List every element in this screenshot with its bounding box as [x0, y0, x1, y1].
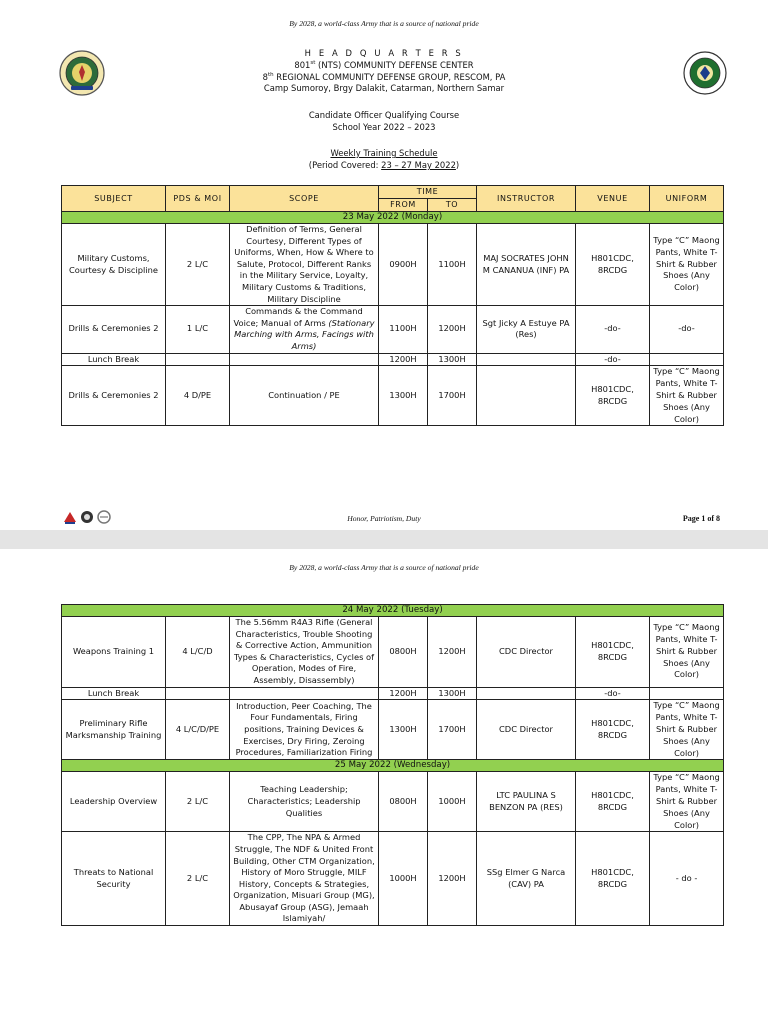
cell-scope — [230, 353, 379, 366]
cell-venue: H801CDC, 8RCDG — [576, 224, 650, 306]
day-label: 23 May 2022 (Monday) — [62, 212, 724, 224]
cell-from: 0800H — [379, 772, 428, 832]
table-row — [62, 353, 724, 366]
cell-subject: Weapons Training 1 — [62, 617, 166, 688]
cell-subject: Drills & Ceremonies 2 — [62, 366, 166, 426]
course-name: Candidate Officer Qualifying Course — [308, 110, 460, 120]
table-row — [62, 306, 724, 353]
col-instructor: INSTRUCTOR — [477, 186, 576, 212]
training-schedule-table — [61, 185, 724, 426]
cell-pds: 4 D/PE — [166, 366, 230, 426]
page-number: Page 1 of 8 — [682, 514, 720, 523]
cell-pds — [166, 687, 230, 700]
table-row — [62, 224, 724, 306]
schedule-title: Weekly Training Schedule — [330, 148, 438, 158]
school-year: School Year 2022 – 2023 — [332, 121, 436, 132]
cell-from: 1200H — [379, 687, 428, 700]
vision-motto: By 2028, a world-class Army that is a source of national pride — [289, 563, 479, 572]
table-row — [62, 832, 724, 926]
cell-subject: Threats to National Security — [62, 832, 166, 926]
cell-subject: Preliminary Rifle Marksmanship Training — [62, 700, 166, 760]
cell-subject: Military Customs, Courtesy & Discipline — [62, 224, 166, 306]
cell-uniform — [650, 353, 724, 366]
cell-instructor — [477, 366, 576, 426]
cell-pds: 2 L/C — [166, 224, 230, 306]
col-pds-moi: PDS & MOI — [166, 186, 230, 212]
cell-instructor: MAJ SOCRATES JOHN M CANANUA (INF) PA — [477, 224, 576, 306]
cell-subject: Leadership Overview — [62, 772, 166, 832]
cell-uniform: -do- — [650, 306, 724, 353]
cell-uniform: Type “C” Maong Pants, White T-Shirt & Rubber Shoes (Any Color) — [650, 700, 724, 760]
cell-scope: Definition of Terms, General Courtesy, Different Types of Uniforms, When, How & Where to Salute, Protocol, Different Ranks in the Military Service, Loyalty, Military Customs & Traditions, Military Discipline — [230, 224, 379, 306]
schedule-header — [0, 148, 768, 172]
group-name: 8th REGIONAL COMMUNITY DEFENSE GROUP, RESCOM, PA — [262, 71, 506, 82]
headquarters-header — [0, 48, 768, 95]
cell-to: 1200H — [428, 832, 477, 926]
day-label: 24 May 2022 (Tuesday) — [62, 605, 724, 617]
table-row — [62, 772, 724, 832]
col-venue: VENUE — [576, 186, 650, 212]
cell-from: 1100H — [379, 306, 428, 353]
cell-instructor: CDC Director — [477, 700, 576, 760]
cell-from: 1200H — [379, 353, 428, 366]
table-row — [62, 366, 724, 426]
cell-scope: Teaching Leadership; Characteristics; Leadership Qualities — [230, 772, 379, 832]
col-scope: SCOPE — [230, 186, 379, 212]
cell-uniform: Type “C” Maong Pants, White T-Shirt & Rubber Shoes (Any Color) — [650, 366, 724, 426]
day-row-monday — [62, 212, 724, 224]
cell-to: 1100H — [428, 224, 477, 306]
cell-instructor — [477, 353, 576, 366]
cell-venue: H801CDC, 8RCDG — [576, 366, 650, 426]
course-header — [0, 110, 768, 134]
cell-venue: H801CDC, 8RCDG — [576, 772, 650, 832]
cell-to: 1700H — [428, 700, 477, 760]
cell-instructor: LTC PAULINA S BENZON PA (RES) — [477, 772, 576, 832]
cell-scope: The CPP, The NPA & Armed Struggle, The NDF & United Front Building, Other CTM Organization, History of Moro Struggle, MILF History, Concepts & Strategies, Organization, Misuari Group (MG), Abusayaf Group (ASG), Jemaah Islamiyah/ — [230, 832, 379, 926]
table-row — [62, 687, 724, 700]
cell-to: 1300H — [428, 353, 477, 366]
col-uniform: UNIFORM — [650, 186, 724, 212]
col-time-to: TO — [428, 199, 477, 212]
unit-name: 801st (NTS) COMMUNITY DEFENSE CENTER — [294, 59, 474, 70]
col-subject: SUBJECT — [62, 186, 166, 212]
table-row — [62, 617, 724, 688]
cell-to: 1000H — [428, 772, 477, 832]
cell-subject: Lunch Break — [62, 353, 166, 366]
cell-from: 0800H — [379, 617, 428, 688]
cell-uniform: Type “C” Maong Pants, White T-Shirt & Rubber Shoes (Any Color) — [650, 617, 724, 688]
cell-uniform: Type “C” Maong Pants, White T-Shirt & Rubber Shoes (Any Color) — [650, 772, 724, 832]
cell-instructor — [477, 687, 576, 700]
cell-scope: The 5.56mm R4A3 Rifle (General Characteristics, Trouble Shooting & Corrective Action, Ammunition Types & Characteristics, Cycles of Operation, Modes of Fire, Assembly, Disassembly) — [230, 617, 379, 688]
cell-from: 1300H — [379, 700, 428, 760]
footer-motto: Honor, Patriotism, Duty — [347, 514, 421, 523]
table-header-row — [62, 186, 724, 199]
location: Camp Sumoroy, Brgy Dalakit, Catarman, Northern Samar — [263, 83, 505, 94]
document-page-2 — [0, 549, 768, 1024]
col-time-from: FROM — [379, 199, 428, 212]
cell-venue: H801CDC, 8RCDG — [576, 700, 650, 760]
cell-uniform: - do - — [650, 832, 724, 926]
day-row-tuesday — [62, 605, 724, 617]
cell-to: 1200H — [428, 617, 477, 688]
cell-subject: Lunch Break — [62, 687, 166, 700]
cell-scope: Continuation / PE — [230, 366, 379, 426]
cell-pds: 1 L/C — [166, 306, 230, 353]
cell-from: 1000H — [379, 832, 428, 926]
table-row — [62, 700, 724, 760]
cell-subject: Drills & Ceremonies 2 — [62, 306, 166, 353]
cell-pds: 2 L/C — [166, 772, 230, 832]
day-label: 25 May 2022 (Wednesday) — [62, 760, 724, 772]
cell-pds: 4 L/C/D — [166, 617, 230, 688]
cell-scope — [230, 687, 379, 700]
cell-venue: -do- — [576, 687, 650, 700]
cell-pds: 4 L/C/D/PE — [166, 700, 230, 760]
col-time: TIME — [379, 186, 477, 199]
cell-to: 1700H — [428, 366, 477, 426]
cell-scope: Introduction, Peer Coaching, The Four Fundamentals, Firing positions, Training Devices & Exercises, Dry Firing, Zeroing Procedures, Familiarization Firing — [230, 700, 379, 760]
period-covered: (Period Covered: 23 – 27 May 2022) — [308, 159, 460, 170]
training-schedule-table-continued — [61, 604, 724, 926]
cell-to: 1200H — [428, 306, 477, 353]
cell-instructor: Sgt Jicky A Estuye PA (Res) — [477, 306, 576, 353]
cell-venue: -do- — [576, 306, 650, 353]
cell-to: 1300H — [428, 687, 477, 700]
cell-venue: H801CDC, 8RCDG — [576, 617, 650, 688]
cell-venue: H801CDC, 8RCDG — [576, 832, 650, 926]
cell-from: 0900H — [379, 224, 428, 306]
cell-venue: -do- — [576, 353, 650, 366]
day-row-wednesday — [62, 760, 724, 772]
cell-uniform: Type “C” Maong Pants, White T-Shirt & Rubber Shoes (Any Color) — [650, 224, 724, 306]
hq-title: H E A D Q U A R T E R S — [304, 48, 464, 58]
cell-scope: Commands & the Command Voice; Manual of Arms (Stationary Marching with Arms, Facings with Arms) — [230, 306, 379, 353]
cell-from: 1300H — [379, 366, 428, 426]
cell-pds: 2 L/C — [166, 832, 230, 926]
cell-instructor: CDC Director — [477, 617, 576, 688]
cell-uniform — [650, 687, 724, 700]
cell-instructor: SSg Elmer G Narca (CAV) PA — [477, 832, 576, 926]
cell-pds — [166, 353, 230, 366]
vision-motto: By 2028, a world-class Army that is a source of national pride — [289, 19, 479, 28]
